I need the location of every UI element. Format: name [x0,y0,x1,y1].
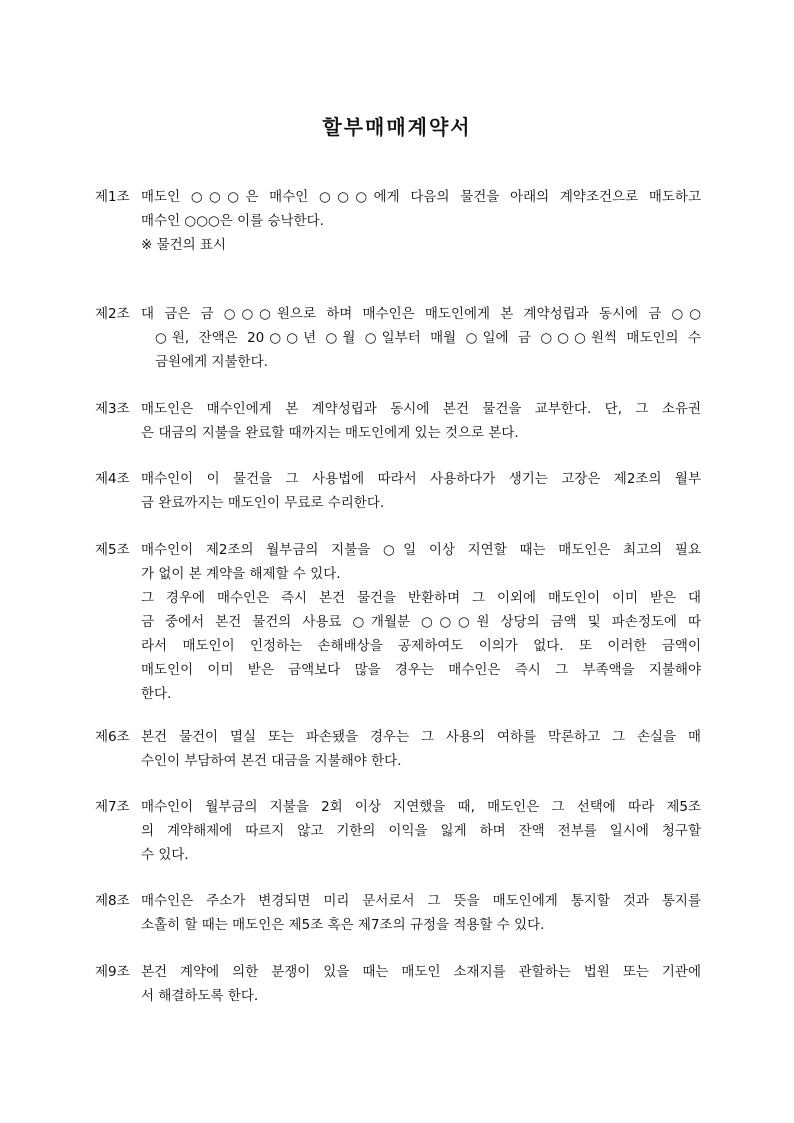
article-line: 제3조 매도인은 매수인에게 본 계약성립과 동시에 본건 물건을 교부한다. 단, 그 소유권 [95,397,701,421]
article-line: 매수인 ○○○은 이를 승낙한다. [141,213,324,229]
article-line: 금 중에서 본건 물건의 사용료 ○개월분 ○○○원 상당의 금액 및 파손정도에 따 [141,614,701,630]
article-line: 제4조 매수인이 이 물건을 그 사용법에 따라서 사용하다가 생기는 고장은 제2조의 월부 [95,467,701,491]
article-label: 제7조 [95,799,130,815]
article-line: 제5조 매수인이 제2조의 월부금의 지불을 ○일 이상 지연할 때는 매도인은 최고의 필요 [95,538,701,562]
article-label: 제6조 [95,729,130,745]
article-line: 의 계약해제에 따르지 않고 기한의 이익을 잃게 하며 잔액 전부를 일시에 청구할 [141,823,701,839]
article-line: 소홀히 할 때는 매도인은 제5조 혹은 제7조의 규정을 적용할 수 있다. [141,917,545,933]
article-line: ※ 물건의 표시 [141,237,227,253]
article-line: 은 대금의 지불을 완료할 때까지는 매도인에게 있는 것으로 본다. [141,425,519,441]
article-line: 제2조 대 금은 금 ○○○원으로 하며 매수인은 매도인에게 본 계약성립과 동시에 금 ○○ [95,302,701,326]
article-line: 제6조 본건 물건이 멸실 또는 파손됐을 경우는 그 사용의 여하를 막론하고 그 손실을 매 [95,725,701,749]
article-label: 제5조 [95,542,130,558]
article-label: 제8조 [95,893,130,909]
document-title: 할부매매계약서 [322,115,472,139]
article-line: 제1조 매도인 ○○○은 매수인 ○○○에게 다음의 물건을 아래의 계약조건으로 매도하고 [95,185,701,209]
article-label: 제9조 [95,964,130,980]
article-line: 금원에게 지불한다. [155,354,268,370]
article-line: 서 해결하도록 한다. [141,988,259,1004]
article-label: 제3조 [95,401,130,417]
article-line: 수인이 부담하여 본건 대금을 지불해야 한다. [141,753,402,769]
article-line: 라서 매도인이 인정하는 손해배상을 공제하여도 이의가 없다. 또 이러한 금액이 [141,638,701,654]
article-label: 제2조 [95,306,130,322]
article-line: 그 경우에 매수인은 즉시 본건 물건을 반환하며 그 이외에 매도인이 이미 받은 대 [141,590,701,606]
article-line: 제9조 본건 계약에 의한 분쟁이 있을 때는 매도인 소재지를 관할하는 법원 또는 기관에 [95,960,701,984]
article-line: 가 없이 본 계약을 해제할 수 있다. [141,566,341,582]
article-line: 제7조 매수인이 월부금의 지불을 2회 이상 지연했을 때, 매도인은 그 선택에 따라 제5조 [95,795,701,819]
article-line: ○원, 잔액은 20○○년 ○월 ○일부터 매월 ○일에 금 ○○○원씩 매도인의 수 [155,330,701,346]
article-line: 수 있다. [141,847,189,863]
article-label: 제4조 [95,471,130,487]
article-line: 매도인이 이미 받은 금액보다 많을 경우는 매수인은 즉시 그 부족액을 지불해야 [141,662,701,678]
article-label: 제1조 [95,189,130,205]
article-line: 제8조 매수인은 주소가 변경되면 미리 문서로서 그 뜻을 매도인에게 통지할 것과 통지를 [95,889,701,913]
article-line: 한다. [141,686,172,702]
article-line: 금 완료까지는 매도인이 무료로 수리한다. [141,495,385,511]
